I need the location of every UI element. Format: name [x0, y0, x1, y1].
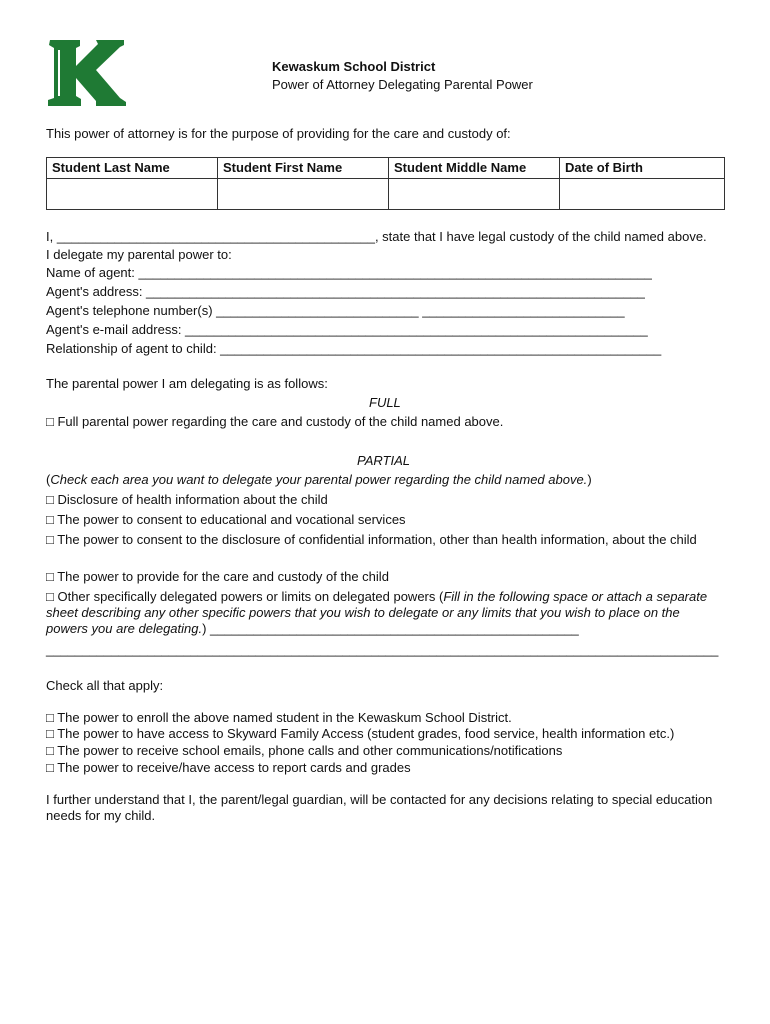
custody-statement-line[interactable]: I, ____________________________________________, state that I have legal custody of the child named above.	[46, 229, 707, 244]
partial-instruction-text: Check each area you want to delegate your parental power regarding the child named above.	[50, 472, 588, 487]
first-name-field[interactable]	[218, 179, 389, 210]
delegate-line: I delegate my parental power to:	[46, 247, 232, 262]
agent-email-field[interactable]: Agent's e-mail address: ________________________________________________________________	[46, 322, 648, 337]
partial-option-confidential-info[interactable]: □ The power to consent to the disclosure of confidential information, other than health information, about the child	[46, 532, 697, 547]
header-date-of-birth: Date of Birth	[560, 158, 725, 179]
option-skyward[interactable]: □ The power to have access to Skyward Family Access (student grades, food service, health information etc.)	[46, 726, 675, 741]
middle-name-field[interactable]	[389, 179, 560, 210]
district-name: Kewaskum School District	[272, 59, 436, 74]
option-communications[interactable]: □ The power to receive school emails, phone calls and other communications/notifications	[46, 743, 563, 758]
partial-instruction: (Check each area you want to delegate your parental power regarding the child named above.)	[46, 472, 592, 487]
partial-option-care-custody[interactable]: □ The power to provide for the care and custody of the child	[46, 569, 389, 584]
kewaskum-k-logo	[46, 36, 128, 110]
student-info-table	[46, 157, 725, 210]
partial-option-educational-services[interactable]: □ The power to consent to educational and vocational services	[46, 512, 406, 527]
partial-option-health-disclosure[interactable]: □ Disclosure of health information about the child	[46, 492, 328, 507]
delegation-intro: The parental power I am delegating is as follows:	[46, 376, 328, 391]
closing-statement: I further understand that I, the parent/legal guardian, will be contacted for any decisions relating to special education needs for my child.	[46, 792, 713, 823]
full-heading: FULL	[369, 395, 401, 410]
agent-phone-field[interactable]: Agent's telephone number(s) ____________________________ ____________________________	[46, 303, 625, 318]
other-prefix: □ Other specifically delegated powers or limits on delegated powers (	[46, 589, 444, 604]
form-title: Power of Attorney Delegating Parental Power	[272, 77, 533, 92]
partial-option-other[interactable]	[46, 589, 716, 637]
check-all-heading: Check all that apply:	[46, 678, 164, 693]
header-last-name: Student Last Name	[47, 158, 218, 179]
agent-name-field[interactable]: Name of agent: _______________________________________________________________________	[46, 265, 652, 280]
other-instruction: Fill in the following space or attach a separate sheet describing any other specific powers that you wish to delegate or any limits that you wish to place on the powers you are delegating.	[46, 589, 708, 636]
date-of-birth-field[interactable]	[560, 179, 725, 210]
option-enroll[interactable]: □ The power to enroll the above named student in the Kewaskum School District.	[46, 710, 512, 725]
other-fill-line[interactable]: ) ___________________________________________________	[202, 621, 579, 636]
option-report-cards[interactable]: □ The power to receive/have access to report cards and grades	[46, 760, 411, 775]
intro-text: This power of attorney is for the purpose of providing for the care and custody of:	[46, 126, 511, 141]
other-fill-line-2[interactable]: _____________________________________________________________________________________________	[46, 642, 719, 657]
header-middle-name: Student Middle Name	[389, 158, 560, 179]
agent-address-field[interactable]: Agent's address: _____________________________________________________________________	[46, 284, 645, 299]
header-first-name: Student First Name	[218, 158, 389, 179]
last-name-field[interactable]	[47, 179, 218, 210]
partial-heading: PARTIAL	[357, 453, 410, 468]
full-power-option[interactable]: □ Full parental power regarding the care and custody of the child named above.	[46, 414, 504, 429]
relationship-field[interactable]: Relationship of agent to child: _____________________________________________________________	[46, 341, 662, 356]
